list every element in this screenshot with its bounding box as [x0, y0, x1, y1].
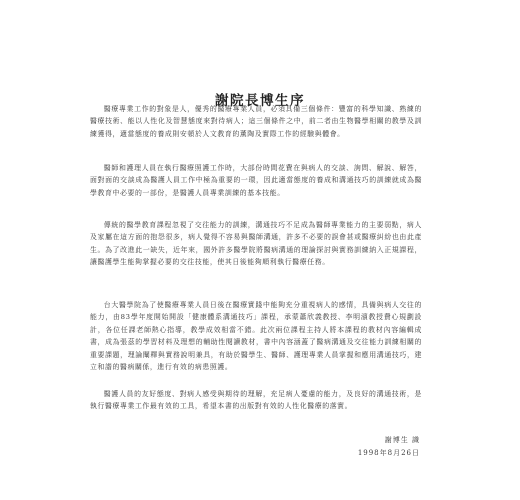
paragraph-3: 傳統的醫學教育課程忽視了交往能力的訓練，溝通技巧不足成為醫師專業能力的主要弱點，病人及家屬在這方面的抱怨很多，病人覺得不容易與醫師溝通，許多不必要的誤會甚或醫療糾紛也由此產生。為了改進此一缺失，近年來，國外許多醫學院將醫病溝通的理論探討與實務訓練納入正規課程，讓醫護學生能夠掌握必要的交往技能，使其日後能夠順利執行醫療任務。	[90, 221, 422, 267]
signature-date: 1998年8月26日	[357, 449, 420, 457]
paragraph-5: 醫護人員的友好態度、對病人感受與期待的理解，充足病人憂慮的能力，及良好的溝通技術，是執行醫療專業工作最有效的工具，希望本書的出版對有效的人性化醫療的落實。	[90, 390, 422, 411]
signature-block	[358, 434, 420, 460]
document-title: 謝院長博生序	[215, 93, 305, 110]
paragraph-1: 醫療專業工作的對象是人，優秀的醫療專業人員，必須具備三個條件：豐富的科學知識、熟練的醫療技術、能以人性化及智慧態度來對待病人；這三個條件之中，前二者由生物醫學相關的教學及訓練獲得，適當態度的養成則安頓於人文教育的薰陶及實際工作的經驗與體會。	[90, 105, 422, 138]
signature-name: 謝博生 識	[384, 436, 420, 444]
paragraph-4: 台大醫學院為了使醫療專業人員日後在醫療實踐中能夠充分重視病人的感情，具備與病人交往的能力，由83學年度開始開設「健康體系溝通技巧」課程，承蒙蕭欣義教授、李明濱教授費心規劃設計，各位任課老師熱心指導，教學成效相當不錯。此次兩位課程主持人將本課程的教材內容編輯成書，成為張茲的學習材料及理想的輔助性閱讀教材，書中內容涵蓋了醫病溝通及交往能力訓練相關的重要課題，理論闡釋與實務說明兼具，有助於醫學生、醫師、護理專業人員掌握和應用溝通技巧，建立和諧的醫病關係，進行有效的病患照護。	[90, 301, 422, 372]
paragraph-2: 醫師和護理人員在執行醫療照護工作時，大部份時間花費在與病人的交談、詢問、解說、解答，面對面的交談成為醫護人員工作中極為重要的一環，因此適當態度的養成和溝通技巧的訓練就成為醫學教育中必要的一部份，是醫護人員專業訓練的基本技能。	[90, 164, 422, 197]
